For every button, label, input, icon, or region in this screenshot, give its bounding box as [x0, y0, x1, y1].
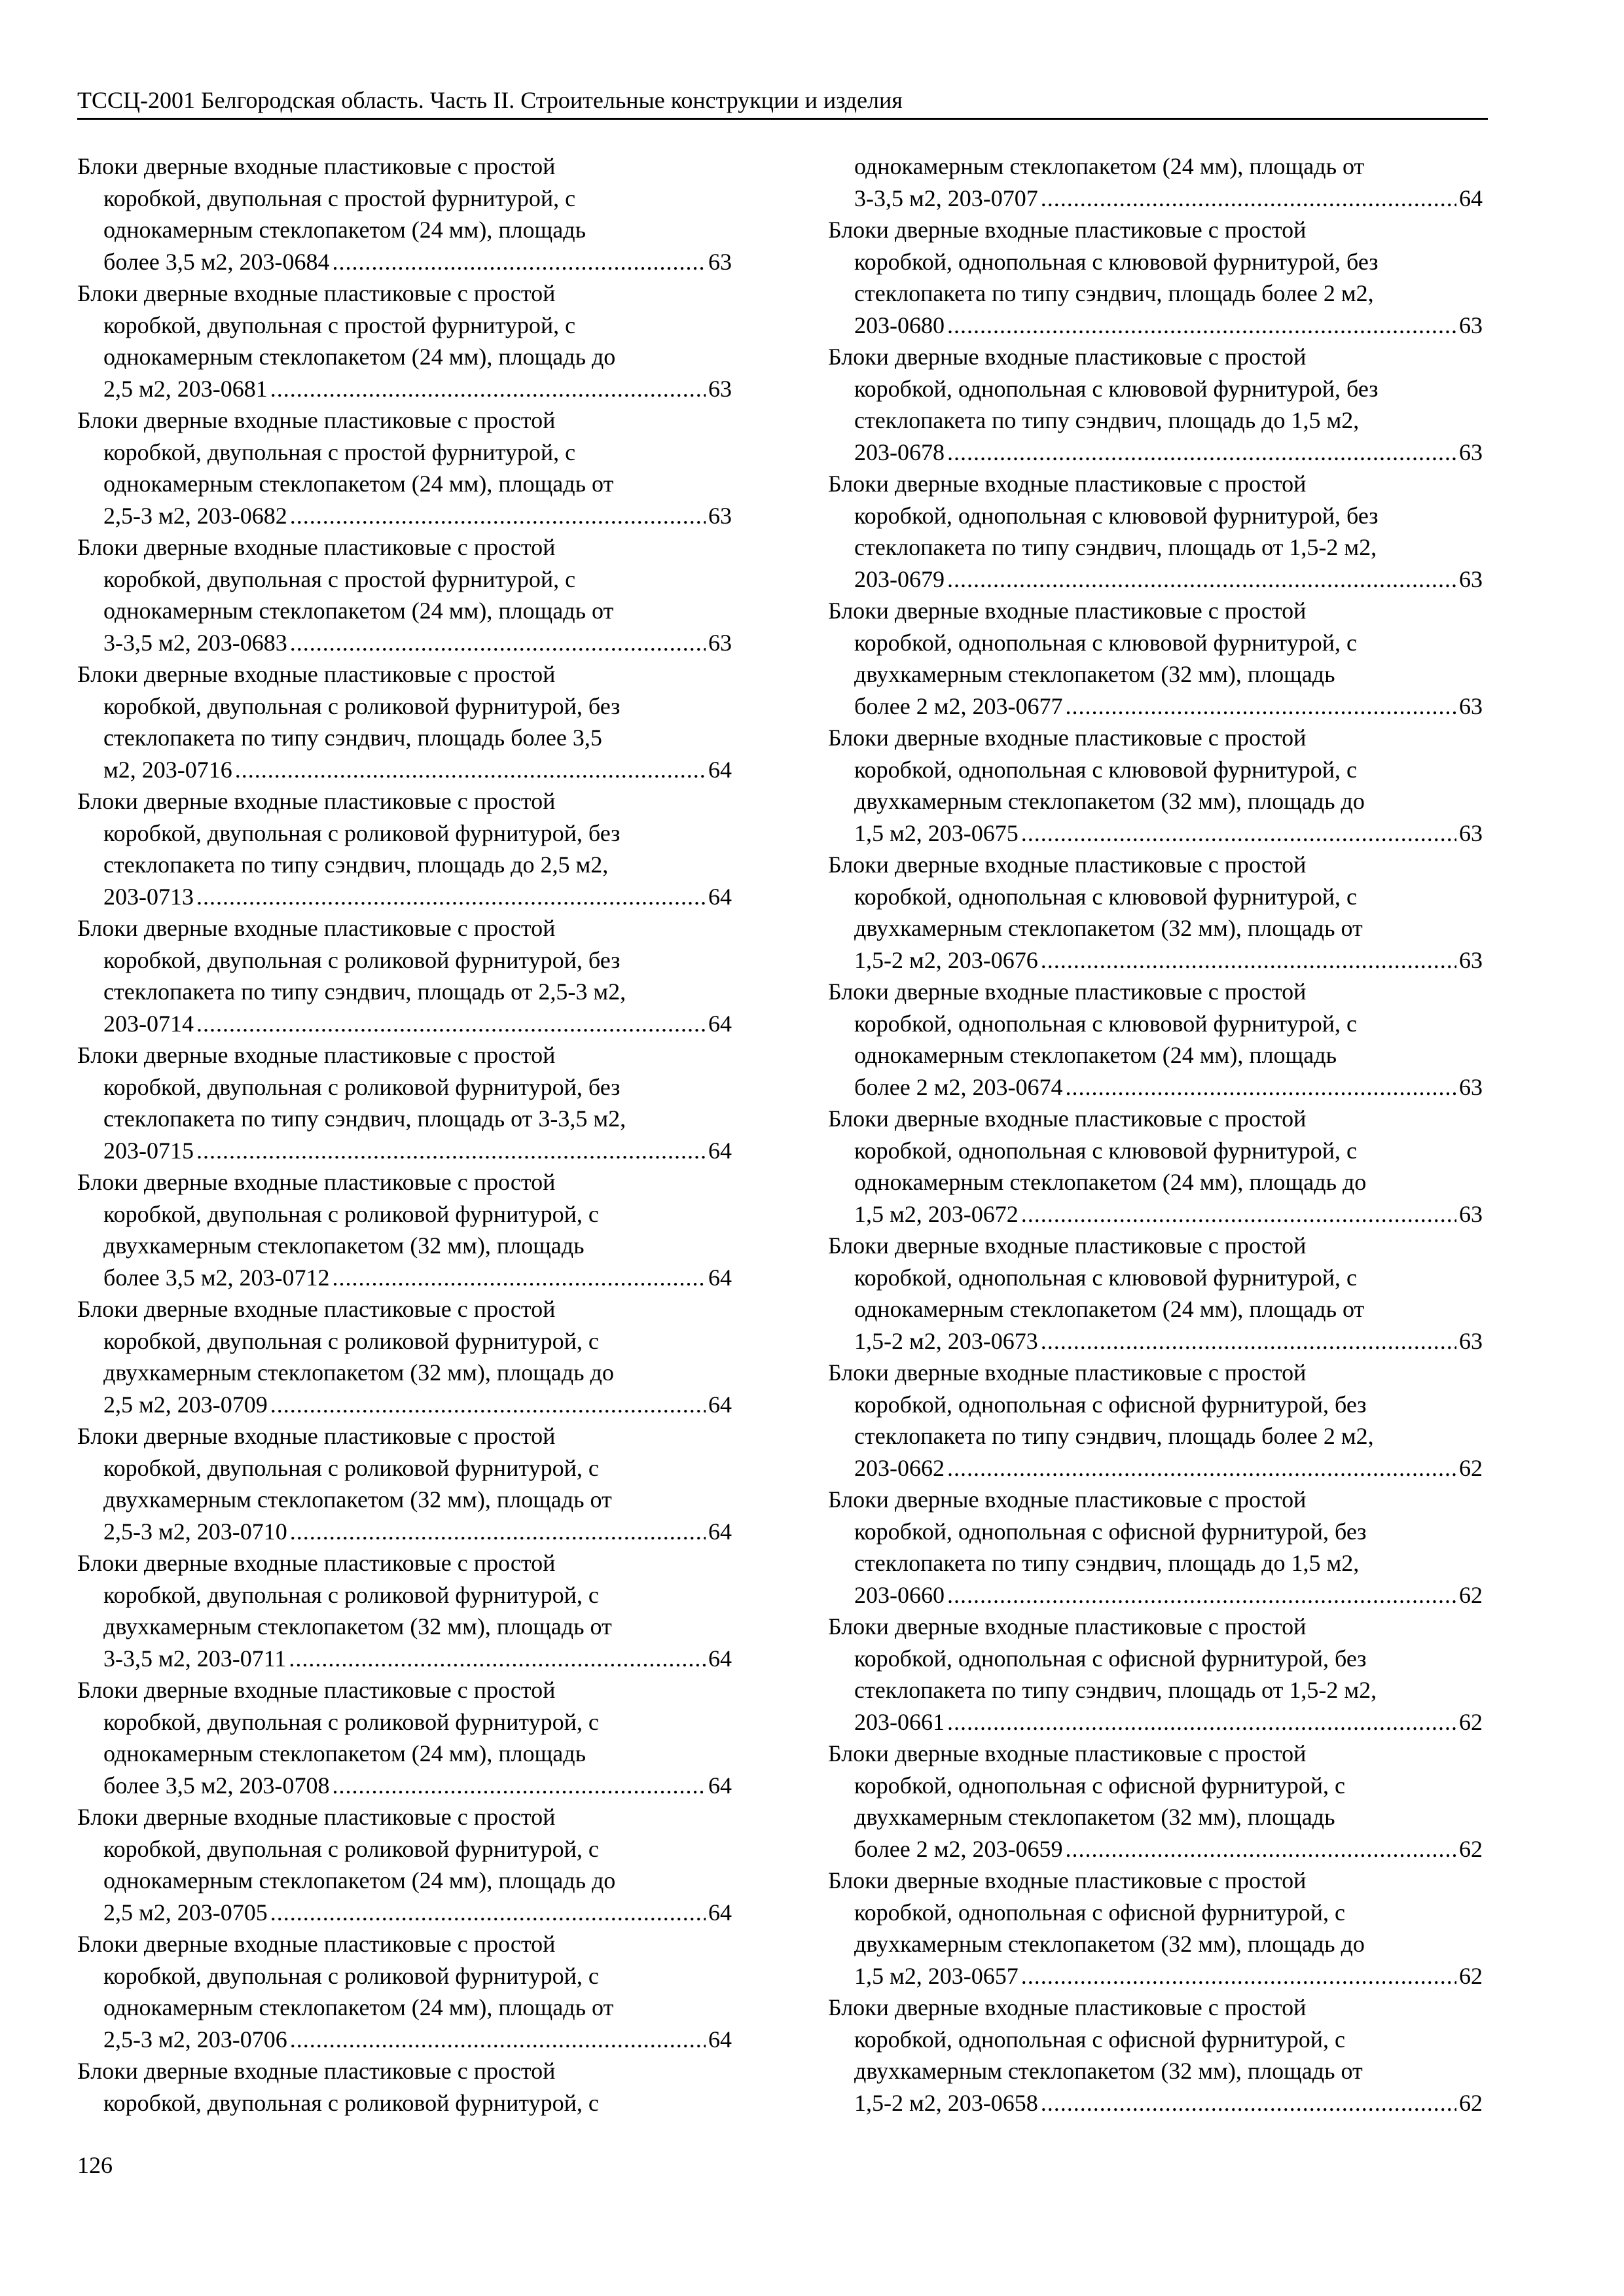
- index-entry-text: 1,5 м2, 203-0672: [854, 1200, 1019, 1227]
- index-entry-text: Блоки дверные входные пластиковые с простой: [77, 661, 556, 687]
- dot-leader: [1021, 1198, 1456, 1230]
- index-entry-last-line: [77, 1389, 732, 1421]
- index-entry: [77, 785, 732, 912]
- index-entry-text: однокамерным стеклопакетом (24 мм), площадь до: [854, 1169, 1367, 1195]
- index-entry-text: стеклопакета по типу сэндвич, площадь до 2,5 м2,: [103, 852, 609, 878]
- index-entry: [77, 1166, 732, 1293]
- index-entry-last-line: [77, 1516, 732, 1548]
- index-entry-text: двухкамерным стеклопакетом (32 мм), площадь: [854, 1804, 1335, 1830]
- index-entry-text: коробкой, двупольная с роликовой фурнитурой, с: [103, 1200, 599, 1227]
- index-entry-text: коробкой, двупольная с роликовой фурнитурой, без: [103, 819, 621, 846]
- dot-leader: [290, 2024, 706, 2056]
- index-entry-text: коробкой, двупольная с простой фурнитурой, с: [103, 312, 576, 338]
- index-entry-text: Блоки дверные входные пластиковые с простой: [828, 217, 1307, 243]
- index-entry-page: 64: [708, 1772, 732, 1799]
- index-entry-text: однокамерным стеклопакетом (24 мм), площадь от: [103, 1994, 614, 2020]
- index-entry-text: коробкой, двупольная с простой фурнитурой, с: [103, 565, 576, 592]
- index-entry-text: Блоки дверные входные пластиковые с простой: [828, 1105, 1307, 1132]
- index-entry-text: 203-0680: [854, 312, 945, 338]
- index-entry-text: более 3,5 м2, 203-0708: [103, 1772, 330, 1799]
- index-entry-last-line: [77, 1135, 732, 1167]
- index-entry-text: коробкой, двупольная с простой фурнитурой, с: [103, 439, 576, 465]
- index-entry-page: 64: [708, 1645, 732, 1672]
- index-entry-text: более 3,5 м2, 203-0684: [103, 248, 330, 275]
- dot-leader: [270, 1389, 706, 1421]
- index-entry-text: Блоки дверные входные пластиковые с простой: [828, 344, 1307, 370]
- index-entry-text: коробкой, двупольная с роликовой фурнитурой, с: [103, 1835, 599, 1862]
- index-entry-text: коробкой, однопольная с клювовой фурнитурой, с: [854, 756, 1357, 783]
- dot-leader: [270, 1897, 706, 1929]
- index-entry-text: стеклопакета по типу сэндвич, площадь от 3-3,5 м2,: [103, 1105, 626, 1132]
- index-entry-text: 2,5 м2, 203-0705: [103, 1899, 268, 1926]
- index-entry-text: коробкой, однопольная с клювовой фурнитурой, с: [854, 1264, 1357, 1291]
- index-entry-page: 63: [1459, 565, 1483, 592]
- index-entry: [77, 1928, 732, 2055]
- index-entry-text: 3-3,5 м2, 203-0707: [854, 185, 1038, 211]
- index-entry-last-line: [828, 1706, 1483, 1738]
- index-entry: [77, 1293, 732, 1420]
- dot-leader: [333, 246, 706, 278]
- index-entry-page: 64: [1459, 185, 1483, 211]
- index-entry-text: коробкой, однопольная с офисной фурнитурой, без: [854, 1645, 1367, 1672]
- index-entry-last-line: [828, 1198, 1483, 1230]
- index-entry-last-line: [77, 1897, 732, 1929]
- dot-leader: [289, 1643, 706, 1675]
- index-entry-page: 63: [1459, 1073, 1483, 1100]
- index-entry-text: Блоки дверные входные пластиковые с простой: [77, 2058, 556, 2084]
- index-entry-text: Блоки дверные входные пластиковые с простой: [77, 1804, 556, 1830]
- index-entry-text: 3-3,5 м2, 203-0683: [103, 629, 287, 656]
- index-entry-page: 63: [1459, 1200, 1483, 1227]
- index-entry-text: коробкой, однопольная с офисной фурнитурой, без: [854, 1518, 1367, 1545]
- index-entry-last-line: [77, 1262, 732, 1294]
- index-entry-last-line: [828, 310, 1483, 342]
- dot-leader: [1066, 1833, 1456, 1865]
- index-entry: [828, 722, 1483, 849]
- index-entry-page: 64: [708, 1137, 732, 1164]
- dot-leader: [947, 1706, 1456, 1738]
- index-entry-text: Блоки дверные входные пластиковые с простой: [77, 280, 556, 306]
- index-entry-text: Блоки дверные входные пластиковые с простой: [828, 1359, 1307, 1386]
- index-entry-text: двухкамерным стеклопакетом (32 мм), площадь от: [103, 1613, 612, 1640]
- dot-leader: [1041, 2087, 1456, 2119]
- index-entry-text: двухкамерным стеклопакетом (32 мм), площадь от: [854, 2058, 1363, 2084]
- index-entry-page: 62: [1459, 1835, 1483, 1862]
- index-entry-text: Блоки дверные входные пластиковые с простой: [77, 407, 556, 433]
- index-entry-text: Блоки дверные входные пластиковые с простой: [77, 1423, 556, 1449]
- index-entry-text: Блоки дверные входные пластиковые с простой: [77, 1169, 556, 1195]
- dot-leader: [947, 437, 1456, 469]
- index-entry-text: двухкамерным стеклопакетом (32 мм), площадь: [103, 1232, 585, 1259]
- index-entry-text: Блоки дверные входные пластиковые с простой: [828, 471, 1307, 497]
- index-entry-text: двухкамерным стеклопакетом (32 мм), площадь до: [854, 788, 1365, 814]
- index-entry-text: более 2 м2, 203-0674: [854, 1073, 1063, 1100]
- index-entry-text: 1,5 м2, 203-0675: [854, 819, 1019, 846]
- index-entry-text: однокамерным стеклопакетом (24 мм), площадь от: [103, 471, 614, 497]
- index-entry-text: однокамерным стеклопакетом (24 мм), площадь: [854, 1042, 1337, 1068]
- dot-leader: [1021, 1960, 1456, 1992]
- index-entry-text: 203-0713: [103, 883, 194, 910]
- index-entry-text: Блоки дверные входные пластиковые с простой: [77, 1931, 556, 1957]
- index-entry-last-line: [828, 817, 1483, 850]
- index-entry: [828, 1357, 1483, 1484]
- index-entry-page: 64: [708, 1010, 732, 1037]
- index-entry-text: Блоки дверные входные пластиковые с простой: [828, 978, 1307, 1005]
- index-entry-text: Блоки дверные входные пластиковые с простой: [828, 1486, 1307, 1513]
- dot-leader: [1041, 183, 1456, 215]
- index-entry-text: коробкой, однопольная с клювовой фурнитурой, без: [854, 502, 1379, 529]
- index-entry-text: однокамерным стеклопакетом (24 мм), площадь до: [103, 1867, 616, 1893]
- index-entry-page: 62: [1459, 1581, 1483, 1608]
- index-entry-last-line: [828, 1325, 1483, 1357]
- index-entry-text: однокамерным стеклопакетом (24 мм), площадь: [103, 217, 586, 243]
- index-entry-page: 64: [708, 756, 732, 783]
- index-entry-text: Блоки дверные входные пластиковые с простой: [77, 534, 556, 560]
- index-entry-text: Блоки дверные входные пластиковые с простой: [828, 1867, 1307, 1893]
- index-entry-text: коробкой, двупольная с роликовой фурнитурой, без: [103, 946, 621, 973]
- index-entry-last-line: [77, 2024, 732, 2056]
- index-entry-text: Блоки дверные входные пластиковые с простой: [77, 153, 556, 179]
- index-entry-text: коробкой, двупольная с роликовой фурнитурой, без: [103, 692, 621, 719]
- index-column-left: [77, 151, 732, 2119]
- index-entry: [828, 341, 1483, 468]
- index-entry-text: коробкой, однопольная с офисной фурнитурой, без: [854, 1391, 1367, 1418]
- index-entry-text: 1,5-2 м2, 203-0673: [854, 1327, 1038, 1354]
- index-entry-last-line: [77, 500, 732, 532]
- index-entry-text: двухкамерным стеклопакетом (32 мм), площадь до: [103, 1359, 614, 1386]
- dot-leader: [196, 881, 706, 913]
- index-entry-last-line: [828, 691, 1483, 723]
- index-entry-text: двухкамерным стеклопакетом (32 мм), площадь от: [854, 915, 1363, 941]
- dot-leader: [1066, 1071, 1456, 1103]
- index-entry-page: 63: [708, 375, 732, 402]
- index-entry-text: 203-0661: [854, 1708, 945, 1735]
- index-entry-text: Блоки дверные входные пластиковые с простой: [828, 1994, 1307, 2020]
- index-entry-last-line: [828, 2087, 1483, 2119]
- index-entry-last-line: [77, 881, 732, 913]
- index-entry-last-line: [828, 1960, 1483, 1992]
- index-entry: [828, 1865, 1483, 1992]
- index-entry: [77, 1547, 732, 1674]
- index-entry-last-line: [77, 1770, 732, 1802]
- index-entry-text: двухкамерным стеклопакетом (32 мм), площадь до: [854, 1931, 1365, 1957]
- dot-leader: [270, 373, 706, 405]
- index-entry-text: однокамерным стеклопакетом (24 мм), площадь от: [103, 598, 614, 624]
- index-entry-text: коробкой, однопольная с клювовой фурнитурой, с: [854, 629, 1357, 656]
- dot-leader: [1041, 944, 1456, 977]
- index-entry-text: Блоки дверные входные пластиковые с простой: [77, 788, 556, 814]
- index-entry-text: двухкамерным стеклопакетом (32 мм), площадь от: [103, 1486, 612, 1513]
- index-entry: [828, 976, 1483, 1103]
- index-entry-text: стеклопакета по типу сэндвич, площадь до 1,5 м2,: [854, 407, 1360, 433]
- index-entry-page: 63: [1459, 1327, 1483, 1354]
- index-entry-text: стеклопакета по типу сэндвич, площадь более 2 м2,: [854, 280, 1374, 306]
- index-entry-text: 2,5 м2, 203-0681: [103, 375, 268, 402]
- index-entry-page: 62: [1459, 1962, 1483, 1989]
- index-entry-text: более 2 м2, 203-0659: [854, 1835, 1063, 1862]
- index-entry-text: более 2 м2, 203-0677: [854, 692, 1063, 719]
- index-entry-page: 63: [1459, 819, 1483, 846]
- index-entry-text: коробкой, однопольная с офисной фурнитурой, с: [854, 1899, 1345, 1926]
- index-entry-page: 64: [708, 1899, 732, 1926]
- index-entry-text: Блоки дверные входные пластиковые с простой: [77, 1042, 556, 1068]
- index-entry-page: 64: [708, 1518, 732, 1545]
- index-entry-text: стеклопакета по типу сэндвич, площадь более 2 м2,: [854, 1423, 1374, 1449]
- dot-leader: [947, 1452, 1456, 1484]
- index-entry-text: 1,5-2 м2, 203-0658: [854, 2089, 1038, 2116]
- index-entry-text: однокамерным стеклопакетом (24 мм), площадь от: [854, 153, 1365, 179]
- index-entry-last-line: [828, 437, 1483, 469]
- index-entry-page: 63: [1459, 312, 1483, 338]
- index-entry-text: 1,5 м2, 203-0657: [854, 1962, 1019, 1989]
- index-entry: [828, 468, 1483, 595]
- index-entry-text: 2,5-3 м2, 203-0706: [103, 2026, 287, 2053]
- index-entry: [77, 912, 732, 1039]
- index-entry-last-line: [828, 1071, 1483, 1103]
- index-entry: [828, 1484, 1483, 1611]
- index-entry-text: 203-0662: [854, 1454, 945, 1481]
- index-entry: [828, 151, 1483, 214]
- index-entry: [828, 1611, 1483, 1738]
- index-entry-text: 2,5-3 м2, 203-0682: [103, 502, 287, 529]
- index-entry-page: 63: [708, 502, 732, 529]
- index-entry-page: 64: [708, 1391, 732, 1418]
- index-entry-text: однокамерным стеклопакетом (24 мм), площадь до: [103, 344, 616, 370]
- index-column-right: [828, 151, 1483, 2119]
- index-entry-last-line: [828, 944, 1483, 977]
- index-entry-text: стеклопакета по типу сэндвич, площадь от 1,5-2 м2,: [854, 1677, 1377, 1703]
- index-entry-last-line: [77, 754, 732, 786]
- index-entry: [828, 1738, 1483, 1865]
- index-entry-last-line: [828, 1579, 1483, 1611]
- index-entry-text: коробкой, двупольная с роликовой фурнитурой, с: [103, 2089, 599, 2116]
- index-entry: [77, 1674, 732, 1801]
- index-entry-text: Блоки дверные входные пластиковые с простой: [828, 852, 1307, 878]
- index-entry-text: Блоки дверные входные пластиковые с простой: [828, 725, 1307, 751]
- index-entry-last-line: [77, 246, 732, 278]
- index-entry-text: 1,5-2 м2, 203-0676: [854, 946, 1038, 973]
- dot-leader: [290, 1516, 706, 1548]
- index-entry-text: Блоки дверные входные пластиковые с простой: [77, 1296, 556, 1322]
- index-entry-text: 203-0678: [854, 439, 945, 465]
- index-entry-text: однокамерным стеклопакетом (24 мм), площадь: [103, 1740, 586, 1767]
- index-entry: [828, 849, 1483, 976]
- dot-leader: [196, 1135, 706, 1167]
- index-entry-text: 203-0715: [103, 1137, 194, 1164]
- dot-leader: [947, 310, 1456, 342]
- index-entry-text: 203-0660: [854, 1581, 945, 1608]
- index-entry-text: стеклопакета по типу сэндвич, площадь от 2,5-3 м2,: [103, 978, 626, 1005]
- index-entry-text: Блоки дверные входные пластиковые с простой: [828, 1613, 1307, 1640]
- index-entry-text: коробкой, однопольная с офисной фурнитурой, с: [854, 2026, 1345, 2053]
- dot-leader: [196, 1008, 706, 1040]
- index-entry-text: Блоки дверные входные пластиковые с простой: [828, 598, 1307, 624]
- index-entry-page: 63: [1459, 439, 1483, 465]
- index-entry: [77, 278, 732, 404]
- running-header: ТССЦ-2001 Белгородская область. Часть II. Строительные конструкции и изделия: [77, 85, 1488, 120]
- index-entry: [77, 658, 732, 785]
- index-entry-text: 203-0714: [103, 1010, 194, 1037]
- page-number: 126: [77, 2152, 113, 2178]
- index-entry-text: Блоки дверные входные пластиковые с простой: [828, 1740, 1307, 1767]
- index-entry-text: коробкой, однопольная с клювовой фурнитурой, без: [854, 375, 1379, 402]
- dot-leader: [235, 754, 706, 786]
- index-entry-text: однокамерным стеклопакетом (24 мм), площадь от: [854, 1296, 1365, 1322]
- index-entry-text: стеклопакета по типу сэндвич, площадь от 1,5-2 м2,: [854, 534, 1377, 560]
- index-entry-text: коробкой, двупольная с роликовой фурнитурой, с: [103, 1581, 599, 1608]
- dot-leader: [333, 1262, 706, 1294]
- index-entry-text: коробкой, однопольная с клювовой фурнитурой, с: [854, 1010, 1357, 1037]
- dot-leader: [947, 564, 1456, 596]
- index-entry-last-line: [828, 1452, 1483, 1484]
- index-entry-text: стеклопакета по типу сэндвич, площадь более 3,5: [103, 725, 602, 751]
- dot-leader: [1041, 1325, 1456, 1357]
- index-entry: [77, 1801, 732, 1928]
- index-entry-last-line: [828, 183, 1483, 215]
- index-entry-text: более 3,5 м2, 203-0712: [103, 1264, 330, 1291]
- dot-leader: [333, 1770, 706, 1802]
- index-entry-last-line: [828, 1833, 1483, 1865]
- index-entry: [828, 1103, 1483, 1230]
- index-entry-page: 63: [708, 629, 732, 656]
- index-entry-text: коробкой, двупольная с роликовой фурнитурой, с: [103, 1962, 599, 1989]
- index-entry-text: 2,5-3 м2, 203-0710: [103, 1518, 287, 1545]
- index-entry-text: Блоки дверные входные пластиковые с простой: [828, 1232, 1307, 1259]
- index-entry-last-line: [77, 1643, 732, 1675]
- index-entry-page: 63: [708, 248, 732, 275]
- index-entry-page: 62: [1459, 2089, 1483, 2116]
- index-entry: [77, 404, 732, 531]
- index-entry-text: Блоки дверные входные пластиковые с простой: [77, 915, 556, 941]
- index-entry-text: коробкой, двупольная с роликовой фурнитурой, с: [103, 1327, 599, 1354]
- index-entry-page: 63: [1459, 692, 1483, 719]
- index-entry-text: коробкой, двупольная с роликовой фурнитурой, с: [103, 1454, 599, 1481]
- index-entry-last-line: [77, 1008, 732, 1040]
- index-entry: [77, 531, 732, 658]
- index-entry-text: коробкой, однопольная с офисной фурнитурой, с: [854, 1772, 1345, 1799]
- index-entry-text: 3-3,5 м2, 203-0711: [103, 1645, 287, 1672]
- index-entry: [828, 1992, 1483, 2119]
- index-entry: [828, 214, 1483, 341]
- index-entry-page: 63: [1459, 946, 1483, 973]
- index-entry-text: двухкамерным стеклопакетом (32 мм), площадь: [854, 661, 1335, 687]
- dot-leader: [1066, 691, 1456, 723]
- index-entry: [77, 151, 732, 278]
- index-entry-text: м2, 203-0716: [103, 756, 232, 783]
- index-entry: [828, 595, 1483, 722]
- dot-leader: [1021, 817, 1456, 850]
- index-entry-page: 64: [708, 2026, 732, 2053]
- index-entry-text: Блоки дверные входные пластиковые с простой: [77, 1677, 556, 1703]
- dot-leader: [290, 500, 706, 532]
- dot-leader: [290, 627, 706, 659]
- index-entry-text: стеклопакета по типу сэндвич, площадь до 1,5 м2,: [854, 1550, 1360, 1576]
- index-entry: [77, 2055, 732, 2119]
- index-entry-last-line: [77, 373, 732, 405]
- index-entry-text: коробкой, двупольная с простой фурнитурой, с: [103, 185, 576, 211]
- index-entry-last-line: [77, 627, 732, 659]
- index-entry: [77, 1039, 732, 1166]
- index-entry-text: Блоки дверные входные пластиковые с простой: [77, 1550, 556, 1576]
- index-entry-text: 203-0679: [854, 565, 945, 592]
- index-entry-page: 64: [708, 1264, 732, 1291]
- index-entry-page: 62: [1459, 1708, 1483, 1735]
- index-entry-page: 64: [708, 883, 732, 910]
- index-entry-page: 62: [1459, 1454, 1483, 1481]
- index-entry-text: коробкой, однопольная с клювовой фурнитурой, с: [854, 1137, 1357, 1164]
- index-entry-text: коробкой, двупольная с роликовой фурнитурой, без: [103, 1073, 621, 1100]
- index-entry-text: коробкой, однопольная с клювовой фурнитурой, с: [854, 883, 1357, 910]
- index-entry-text: 2,5 м2, 203-0709: [103, 1391, 268, 1418]
- index-entry: [828, 1230, 1483, 1357]
- index-entry-text: коробкой, однопольная с клювовой фурнитурой, без: [854, 248, 1379, 275]
- index-entry-text: коробкой, двупольная с роликовой фурнитурой, с: [103, 1708, 599, 1735]
- index-entry-last-line: [828, 564, 1483, 596]
- index-entry: [77, 1420, 732, 1547]
- dot-leader: [947, 1579, 1456, 1611]
